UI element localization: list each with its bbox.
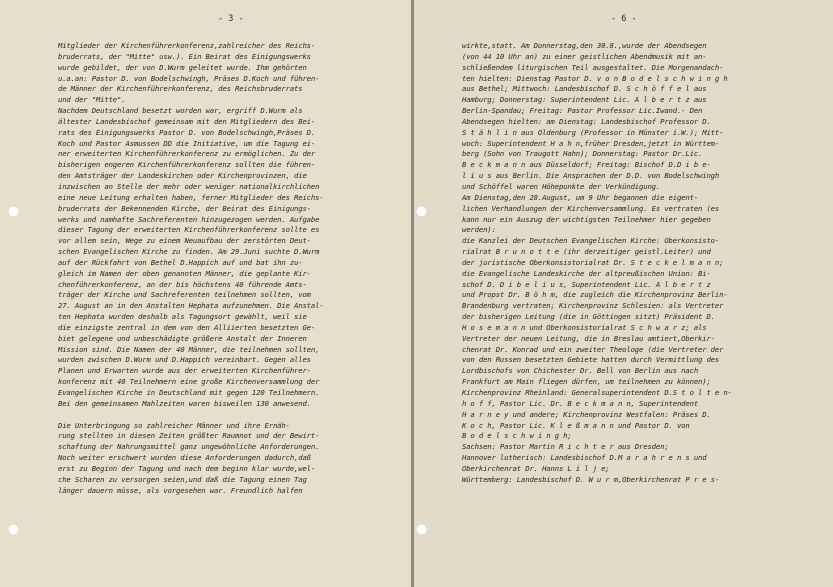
text-line: ten Hephata wurden deshalb als Tagungsort gewählt, weil sie	[58, 312, 307, 322]
text-line: den Amtsträger der Landeskirchen oder Kirchenprovinzen, die	[58, 171, 307, 181]
text-line: schof D. D i b e l i u s, Superintendent Lic. A l b e r t z	[462, 279, 711, 289]
text-line: wurde gebildet, der von D.Wurm geleitet wurde. Ihm gehörten	[58, 62, 307, 72]
text-line: h o f f, Pastor Lic. Dr. B e c k m a n n, Superintendent	[462, 398, 699, 408]
text-line: inzwischen an Stelle der mehr oder weniger nationalkirchlichen	[58, 181, 320, 191]
text-line: dieser Tagung der erweiterten Kirchenführerkonferenz sollte es	[58, 225, 320, 235]
text-line: länger dauern müsse, als vorgesehen war. Freundlich halfen	[58, 485, 303, 495]
text-line: Sachsen: Pastor Martin R i c h t e r aus Dresden;	[462, 442, 669, 452]
text-line: schen Evangelischen Kirche zu finden. Am 29.Juni suchte D.Wurm	[58, 247, 320, 257]
text-line: Bei den gemeinsamen Mahlzeiten waren bisweilen 130 anwesend.	[58, 398, 311, 408]
text-line: und Schöffel waren Höhepunkte der Verkündigung.	[462, 181, 661, 191]
text-line: werden):	[462, 225, 496, 235]
text-line: Württemberg: Landesbischof D. W u r m,Oberkirchenrat P r e s-	[462, 474, 720, 484]
text-line: S t ä h l i n aus Oldenburg (Professor in Münster i.W.); Mitt-	[462, 127, 724, 137]
text-line: Mission sind. Die Namen der 40 Männer, die teilnehmen sollten,	[58, 344, 320, 354]
text-line: werks und namhafte Sachreferenten hinzugezogen werden. Aufgabe	[58, 214, 320, 224]
left-page-number: - 3 -	[218, 14, 244, 24]
text-line: auf der Rückfahrt von Bethel D.Happich auf und bat ihn zu-	[58, 257, 303, 267]
text-line: Vertreter der neuen Leitung, die in Breslau amtiert,Oberkir-	[462, 333, 715, 343]
text-line: wurden zwischen D.Wurm und D.Happich vereinbart. Gegen alles	[58, 355, 311, 365]
text-line: K o c h, Pastor Lic. K l e ß m a n n und Pastor D. von	[462, 420, 690, 430]
punch-hole-top	[8, 206, 19, 217]
text-line: bruderrats, der "Mitte" usw.). Ein Beirat des Einigungswerks	[58, 51, 311, 61]
text-line: vor allem sein, Wege zu einem Neuaufbau der zerstörten Deut-	[58, 236, 311, 246]
text-line: chenrat Dr. Konrad und ein zweiter Theologe (die Vertreter der	[462, 344, 724, 354]
text-line: ältester Landesbischof gemeinsam mit den Mitgliedern des Bei-	[58, 116, 316, 126]
text-line: wirkte,statt. Am Donnerstag,den 30.8.,wurde der Abendsegen	[462, 41, 707, 50]
text-line: die Kanzlei der Deutschen Evangelischen Kirche: Oberkonsisto-	[462, 236, 720, 246]
text-line: lichen Verhandlungen der Kirchenversammlung. Es vertraten (es	[462, 203, 720, 213]
text-line: ten hielten: Dienstag Pastor D. v o n B o d e l s c h w i n g h	[462, 73, 728, 83]
text-line: biet gelegene und unbeschädigte größere Anstalt der Inneren	[58, 333, 307, 343]
text-line: Brandenburg vertraten; Kirchenprovinz Schlesien: als Vertreter	[462, 301, 724, 311]
text-line: aus Bethel; Mittwoch: Landesbischof D. S c h ö f f e l aus	[462, 84, 707, 94]
text-line: und der "Mitte".	[58, 95, 126, 105]
text-line: schaftung der Nahrungsmittel ganz ungewöhnliche Anforderungen.	[58, 442, 320, 452]
text-line: Lordbischofs von Chichester Dr. Bell von Berlin aus nach	[462, 366, 699, 376]
right-page-text	[462, 41, 815, 486]
text-line: Die Unterbringung so zahlreicher Männer und ihre Ernäh-	[58, 420, 290, 430]
text-line: erst zu Beginn der Tagung und nach dem beginn klar wurde,wel-	[58, 463, 316, 473]
text-line: l i u s aus Berlin. Die Ansprachen der D.D. von Bodelschwingh	[462, 171, 720, 181]
text-line: Am Dienstag,den 28.August, um 9 Uhr begannen die eigent-	[462, 192, 699, 202]
text-line: rung stellten in diesen Zeiten größter Raumnot und der Bewirt-	[58, 431, 320, 441]
text-line: die Evangelische Landeskirche der altpreußischen Union: Bi-	[462, 268, 711, 278]
text-line: de Männer der Kirchenführerkonferenz, des Reichsbruderrats	[58, 84, 303, 94]
text-line: Nachdem Deutschland besetzt worden war, ergriff D.Wurm als	[58, 106, 303, 116]
text-line: Evangelischen Kirche in Deutschland mit gegen 120 Teilnehmern.	[58, 388, 320, 397]
text-line: 27. August an in den Anstalten Hephata aufzunehmen. Die Anstal-	[58, 301, 324, 311]
left-page	[0, 0, 411, 587]
punch-hole-bottom-right	[416, 524, 427, 535]
text-line: chenführerkonferenz, an der bis höchstens 40 führende Amts-	[58, 279, 307, 289]
text-line: berg (Sohn von Traugott Hahn); Donnerstag: Pastor Dr.Lic.	[462, 149, 703, 159]
text-line: rats des Einigungswerks Pastor D. von Bodelschwingh,Präses D.	[58, 127, 316, 137]
text-line: Berlin-Spandau; Freitag: Pastor Professor Lic.Iwand.- Den	[462, 106, 703, 116]
text-line: H o s e m a n n und Oberkonsistorialrat S c h w a r z; als	[462, 322, 707, 332]
text-line: eine neue Leitung erhalten haben, ferner Mitglieder des Reichs-	[58, 192, 324, 202]
text-line: und Propst Dr. B ö h m, die zugleich die Kirchenprovinz Berlin-	[462, 290, 728, 300]
right-page-number: - 6 -	[611, 14, 637, 24]
text-line: (von 44 10 Uhr an) zu einer geistlichen Abendmusik mit an-	[462, 51, 707, 61]
punch-hole-bottom	[8, 524, 19, 535]
text-line: gleich im Namen der oben genannten Männer, die geplante Kir-	[58, 268, 311, 278]
text-line: Planen und Erwarten wurde aus der erweiterten Kirchenführer-	[58, 366, 311, 376]
text-line: rialrat B r u n o t t e (ihr derzeitiger geistl.Leiter) und	[462, 247, 711, 257]
text-line: Hannover lutherisch: Landesbischof D.M a r a h r e n s und	[462, 453, 707, 463]
text-line: bisherigen engeren Kirchenführerkonferenz sollten die führen-	[58, 160, 316, 170]
text-line: schließendem liturgischen Teil ausgestaltet. Die Morgenandach-	[462, 62, 724, 72]
text-line: Noch weiter erschwert wurden diese Anforderungen dadurch,daß	[58, 453, 311, 463]
text-line: che Scharen zu versorgen seien,und daß die Tagung einen Tag	[58, 474, 307, 484]
text-line: der juristische Oberkonsistorialrat Dr. S t e c k e l m a n n;	[462, 257, 724, 267]
text-line: der bisherigen Leitung (die in Göttingen sitzt) Präsident D.	[462, 312, 715, 322]
text-line: die einzigste zentral in dem von den Alliierten besetzten Ge-	[58, 322, 316, 332]
text-line: Hamburg; Donnerstag: Superintendent Lic. A l b e r t z aus	[462, 95, 707, 105]
text-line: kann nur ein Auszug der wichtigsten Teilnehmer hier gegeben	[462, 214, 711, 224]
text-line: Koch und Pastor Asmussen DD die Initiative, um die Tagung ei-	[58, 138, 316, 148]
text-line: Mitglieder der Kirchenführerkonferenz,zahlreicher des Reichs-	[58, 41, 316, 50]
text-line: H a r n e y und andere; Kirchenprovinz Westfalen: Präses D.	[462, 409, 711, 419]
left-page-text	[58, 41, 401, 496]
text-line: woch: Superintendent H a h n,früher Dresden,jetzt in Württem-	[462, 138, 720, 148]
text-line: Frankfurt am Main fliegen dürfen, um teilnehmen zu können);	[462, 377, 711, 387]
punch-hole-top-right	[416, 206, 427, 217]
right-page	[414, 0, 833, 587]
text-line: Oberkirchenrat Dr. Hanns L i l j e;	[462, 463, 610, 473]
text-line: ner erweiterten Kirchenführerkonferenz zu ermöglichen. Zu der	[58, 149, 316, 159]
text-line: u.a.an: Pastor D. von Bodelschwingh, Präses D.Koch und führen-	[58, 73, 320, 83]
text-line: konferenz mit 40 Teilnehmern eine große Kirchenversammlung der	[58, 377, 320, 387]
text-line: B o d e l s c h w i n g h;	[462, 431, 572, 441]
text-line: Kirchenprovinz Rheinland: Generalsuperintendent D.S t o l t e n-	[462, 388, 732, 397]
text-line: bruderrats der Bekennenden Kirche, der Beirat des Einigungs-	[58, 203, 311, 213]
text-line: träger der Kirche und Sachreferenten teilnehmen sollten, vom	[58, 290, 311, 300]
text-line: Abendsegen hielten: am Dienstag: Landesbischof Professor D.	[462, 116, 711, 126]
text-line: von den Russen besetzten Gebiete hatten durch Vermittlung des	[462, 355, 720, 365]
text-line	[58, 410, 401, 421]
text-line: B e c k m a n n aus Düsseldorf; Freitag: Bischof D.D i b e-	[462, 160, 711, 170]
